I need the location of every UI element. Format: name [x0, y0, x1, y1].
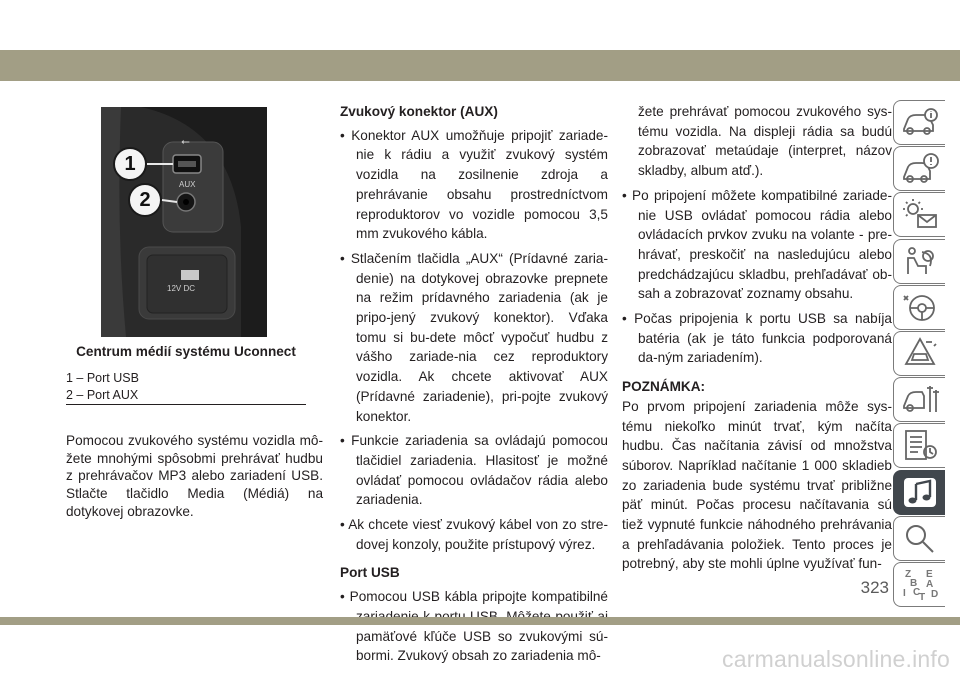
bullet-item: • Konektor AUX umožňuje pripojiť zariade-nie k rádiu a využiť zvukový systém vozidla na zosilnenie zdroja a prehrávanie obsahu prostredníctvom reproduktorov vo vozidle pomocou 3,5 mm zvukového kábla. — [340, 127, 608, 242]
tab-alphabet-index[interactable] — [893, 562, 945, 607]
car-service-icon — [900, 382, 940, 417]
bullet-item: • Pomocou USB kábla pripojte kompatibilné pamäťové kľúče USB so zvukovými sú-bormi. Zvukový obsah zo zariadenia mô- — [340, 589, 608, 664]
power-outlet-label: 12V DC — [167, 284, 196, 293]
figure-legend — [66, 370, 139, 404]
tab-car-warning[interactable] — [893, 146, 945, 191]
hazard-car-icon — [900, 336, 940, 371]
car-info-icon — [900, 105, 940, 140]
page-number: 323 — [860, 578, 889, 597]
index-letter: T — [919, 591, 926, 602]
top-margin — [0, 0, 960, 50]
index-letter: E — [926, 568, 933, 580]
airbag-seat-icon — [900, 244, 940, 279]
tab-lights-message[interactable] — [893, 192, 945, 237]
lights-message-icon — [900, 197, 940, 232]
note-heading: POZNÁMKA: — [622, 379, 706, 395]
usb-symbol-label: ⭠ — [181, 136, 190, 148]
car-warning-icon — [900, 151, 940, 186]
music-multimedia-icon — [900, 475, 940, 510]
tab-car-info[interactable] — [893, 100, 945, 145]
bullet-item: • Funkcie zariadenia sa ovládajú pomocou tlačidiel zariadenia. Hlasitosť je možné ovládať pomocou ovládačov rádia alebo zariadenia. — [340, 433, 608, 508]
checklist-icon — [900, 428, 940, 463]
tab-steering-wheel[interactable] — [893, 285, 945, 330]
section-heading-usb: Port USB — [340, 565, 400, 581]
legend-item: 2 – Port AUX — [66, 388, 139, 402]
index-letter: C — [913, 586, 921, 598]
index-letter: Z — [905, 568, 912, 580]
index-letter: D — [931, 588, 939, 600]
figure-caption: Centrum médií systému Uconnect — [76, 344, 296, 359]
callout-leader-lines — [101, 107, 267, 337]
tab-hazard-car[interactable] — [893, 331, 945, 376]
bullet-item: • Stlačením tlačidla „AUX“ (Prídavné zaria-denie) na dotykovej obrazovke prepnete na režim prídavného zariadenia (ak je pripo-jený zvukový konektor). Vďaka tomu si bu-dete môcť vypočuť hudbu z vášho zariade-nia cez reproduktory vozidla. Ak chcete aktivovať AUX (Prídavné zariadenie), pri-pojte zvukový konektor. — [340, 250, 608, 424]
steering-wheel-icon — [900, 290, 940, 325]
index-letter: B — [910, 577, 918, 589]
aux-label: AUX — [179, 180, 196, 189]
bullet-item: • Po pripojení môžete kompatibilné zariade-nie USB ovládať pomocou rádia alebo ovládacích prvkov zvuku na volante - pre-hrávať, preskočiť na nasledujúcu alebo predchádzajúcu skladbu, prehľadávať ob-sah a zobrazovať zoznamy obsahu. — [622, 187, 892, 302]
index-letter: I — [903, 587, 906, 599]
tab-checklist[interactable] — [893, 423, 945, 468]
media-hub-photo — [101, 107, 267, 337]
footer-band — [0, 617, 960, 625]
index-letter: A — [926, 578, 934, 590]
bullet-continuation: žete prehrávať pomocou zvukového sys-tému vozidla. Na displeji rádia sa budú zobrazovať metaúdaje (interpret, názov skladby, album atď.). — [638, 104, 892, 179]
watermark: carmanualsonline.info — [722, 646, 950, 672]
callout-2: 2 — [128, 183, 162, 217]
note-paragraph: Po prvom pripojení zariadenia môže sys-tému niekoľko minút trvať, kým načíta hudbu. Čas načítania závisí od množstva súborov. Napríklad načítanie 1 000 skladieb zo zariadenia bude systému trvať približne päť minút. Počas procesu načítavania sú tiež vypnuté funkcie náhodného prehrávania a prehľadávania položiek. Tento proces je potrebný, aby ste mohli úplne využívať fun- — [622, 398, 892, 572]
column-middle — [340, 102, 608, 671]
bullet-item: • Počas pripojenia k portu USB sa nabíja batéria (ak je táto funkcia podporovaná da-ným zariadením). — [622, 311, 892, 366]
section-heading-aux: Zvukový konektor (AUX) — [340, 104, 498, 119]
search-icon — [900, 521, 940, 556]
legend-divider — [66, 404, 306, 405]
legend-item: 1 – Port USB — [66, 371, 139, 385]
column-right — [622, 102, 892, 574]
callout-1: 1 — [113, 147, 147, 181]
bullet-item: • Ak chcete viesť zvukový kábel von zo stre-dovej konzoly, použite prístupový výrez. — [340, 517, 608, 552]
alphabet-index-icon — [900, 567, 940, 602]
intro-paragraph: Pomocou zvukového systému vozidla mô-žete mnohými spôsobmi prehrávať hudbu z prehrávačov MP3 alebo zariadení USB. Stlačte tlačidlo Media (Médiá) na dotykovej obrazovke. — [66, 433, 323, 519]
tab-multimedia[interactable] — [893, 470, 945, 515]
tab-airbag-seat[interactable] — [893, 239, 945, 284]
tab-car-service[interactable] — [893, 377, 945, 422]
chapter-tabs — [893, 100, 945, 608]
tab-search[interactable] — [893, 516, 945, 561]
header-band — [0, 50, 960, 81]
